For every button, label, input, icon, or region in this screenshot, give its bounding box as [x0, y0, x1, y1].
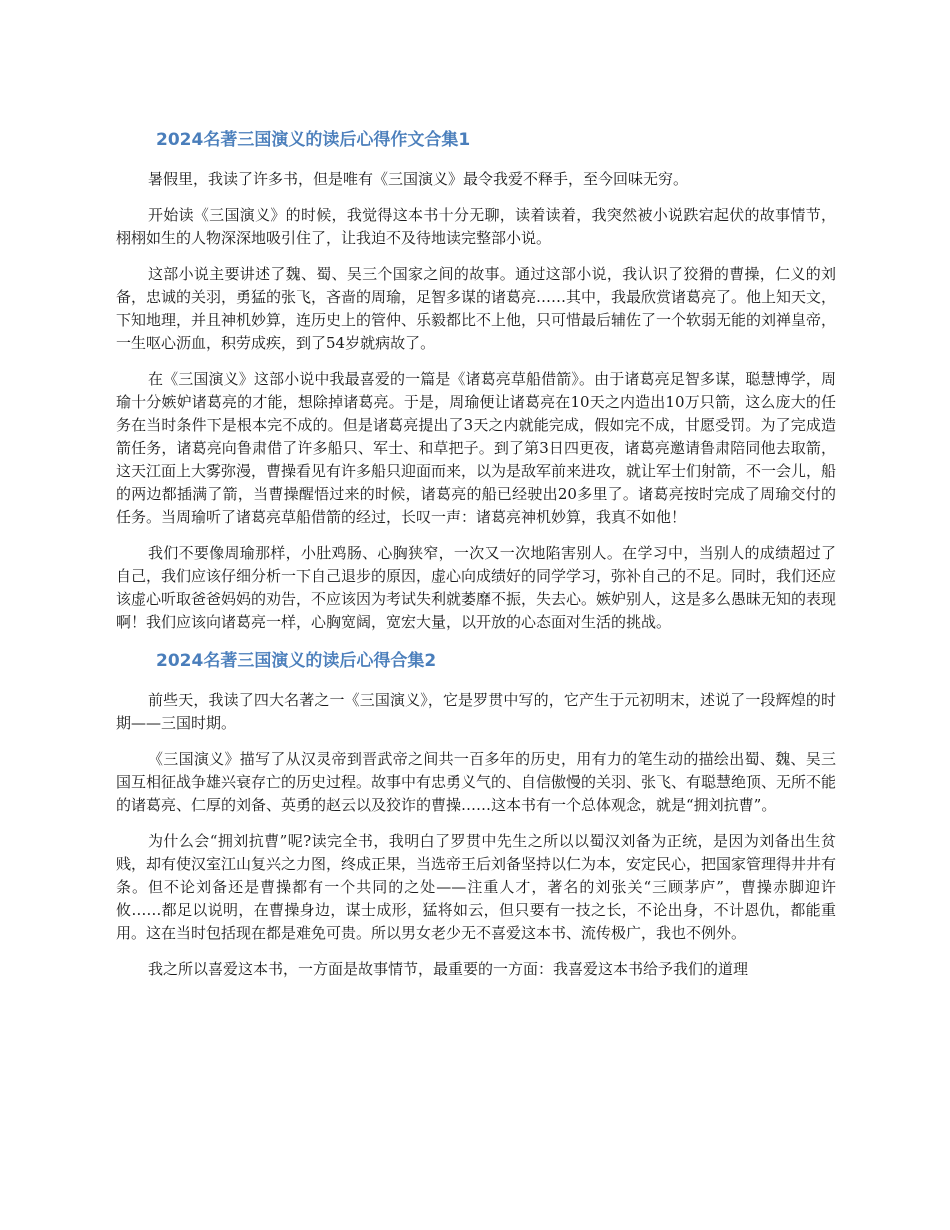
paragraph: 暑假里，我读了许多书，但是唯有《三国演义》最令我爱不释手，至今回味无穷。 — [148, 170, 689, 188]
paragraph: 前些天，我读了四大名著之一《三国演义》，它是罗贯中写的，它产生于元初明末，述说了一段辉煌的时期——三国时期。 — [116, 691, 836, 732]
document-body — [116, 126, 836, 994]
paragraph: 为什么会“拥刘抗曹”呢?读完全书，我明白了罗贯中先生之所以以蜀汉刘备为正统，是因为刘备出生贫贱，却有使汉室江山复兴之力图，终成正果，当选帝王后刘备坚持以仁为本，安定民心，把国家管理得井井有条。但不论刘备还是曹操都有一个共同的之处——注重人才，著名的刘张关“三顾茅庐”，曹操赤脚迎许攸……都足以说明，在曹操身边，谋士成形，猛将如云，但只要有一技之长，不论出身，不计恩仇，都能重用。这在当时包括现在都是难免可贵。所以男女老少无不喜爱这本书、流传极广，我也不例外。 — [116, 832, 837, 942]
paragraph: 我之所以喜爱这本书，一方面是故事情节，最重要的一方面：我喜爱这本书给予我们的道理 — [148, 960, 749, 978]
paragraph: 在《三国演义》这部小说中我最喜爱的一篇是《诸葛亮草船借箭》。由于诸葛亮足智多谋，聪慧博学，周瑜十分嫉妒诸葛亮的才能，想除掉诸葛亮。于是，周瑜便让诸葛亮在10天之内造出10万只箭，这么庞大的任务在当时条件下是根本完不成的。但是诸葛亮提出了3天之内就能完成，假如完不成，甘愿受罚。为了完成造箭任务，诸葛亮向鲁肃借了许多船只、军士、和草把子。到了第3日四更夜，诸葛亮邀请鲁肃陪同他去取箭，这天江面上大雾弥漫，曹操看见有许多船只迎面而来，以为是敌军前来进攻，就让军士们射箭，不一会儿，船的两边都插满了箭，当曹操醒悟过来的时候，诸葛亮的船已经驶出20多里了。诸葛亮按时完成了周瑜交付的任务。当周瑜听了诸葛亮草船借箭的经过，长叹一声：诸葛亮神机妙算，我真不如他！ — [116, 370, 837, 526]
essay-section-2 — [116, 647, 836, 981]
paragraph: 《三国演义》描写了从汉灵帝到晋武帝之间共一百多年的历史，用有力的笔生动的描绘出蜀、魏、吴三国互相征战争雄兴衰存亡的历史过程。故事中有忠勇义气的、自信傲慢的关羽、张飞、有聪慧绝顶、无所不能的诸葛亮、仁厚的刘备、英勇的赵云以及狡诈的曹操……这本书有一个总体观念，就是“拥刘抗曹”。 — [116, 750, 837, 814]
paragraph: 这部小说主要讲述了魏、蜀、吴三个国家之间的故事。通过这部小说，我认识了狡猾的曹操，仁义的刘备，忠诚的关羽，勇猛的张飞，吝啬的周瑜，足智多谋的诸葛亮……其中，我最欣赏诸葛亮了。他上知天文，下知地理，并且神机妙算，连历史上的管仲、乐毅都比不上他，只可惜最后辅佐了一个软弱无能的刘禅皇帝，一生呕心沥血，积劳成疾，到了54岁就病故了。 — [116, 265, 837, 352]
section-title: 2024名著三国演义的读后心得合集2 — [156, 651, 437, 671]
paragraph: 我们不要像周瑜那样，小肚鸡肠、心胸狭窄，一次又一次地陷害别人。在学习中，当别人的成绩超过了自己，我们应该仔细分析一下自己退步的原因，虚心向成绩好的同学学习，弥补自己的不足。同时，我们还应该虚心听取爸爸妈妈的劝告，不应该因为考试失利就萎靡不振，失去心。嫉妒别人，这是多么愚昧无知的表现啊！我们应该向诸葛亮一样，心胸宽阔，宽宏大量，以开放的心态面对生活的挑战。 — [116, 544, 837, 631]
section-title: 2024名著三国演义的读后心得作文合集1 — [156, 130, 471, 150]
essay-section-1 — [116, 126, 836, 634]
paragraph: 开始读《三国演义》的时候，我觉得这本书十分无聊，读着读着，我突然被小说跌宕起伏的故事情节，栩栩如生的人物深深地吸引住了，让我迫不及待地读完整部小说。 — [116, 206, 836, 247]
